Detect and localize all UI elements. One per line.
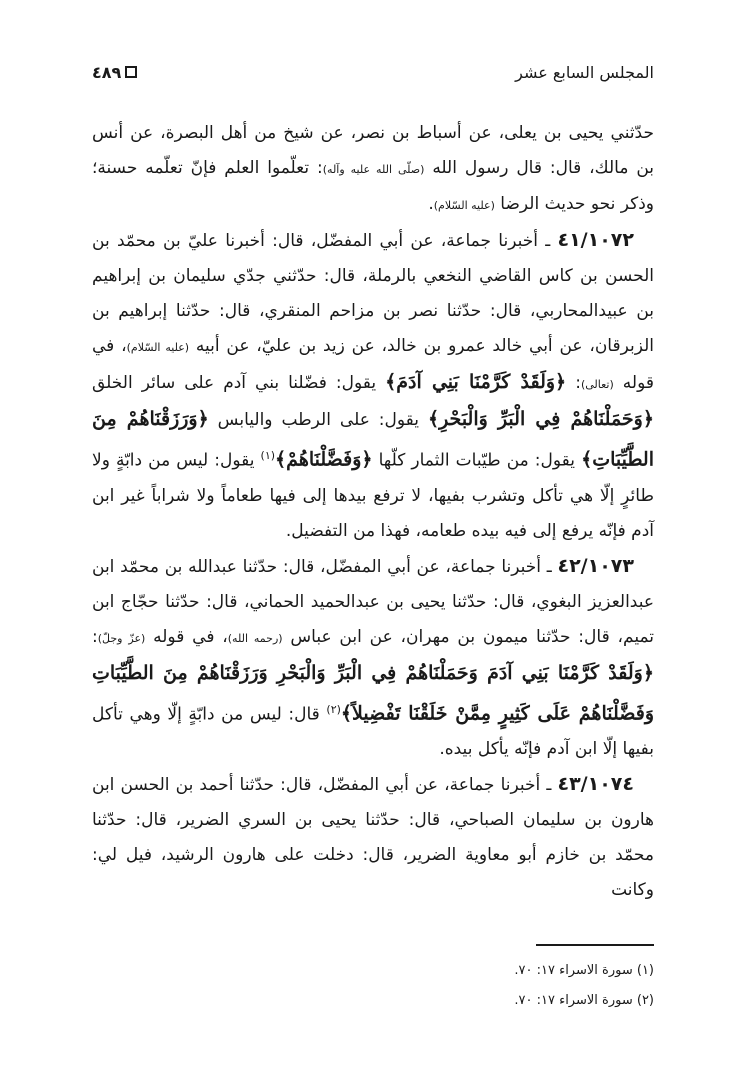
text-segment: ـ أخبرنا جماعة، عن أبي المفضّل، قال: أخبرنا عليّ بن محمّد بن الحسن بن كاس القاضي النخعي بالرملة، قال: حدّثني جدّي سليمان بن إبراهيم بن عبيدالمحاربي، قال: حدّثنا نصر بن مزاحم المنقري، قال: حدّثنا إبراهيم بن الزبرقان، عن أبي خالد عمرو بن خالد، عن زيد بن عليّ، عن أبيه	[92, 231, 655, 356]
chapter-title: المجلس السابع عشر	[515, 62, 654, 82]
footnotes	[254, 956, 654, 1016]
square-icon	[125, 66, 137, 78]
text-segment: :	[92, 626, 98, 647]
text-segment: ـ أخبرنا جماعة، عن أبي المفضّل، قال: حدّثنا أحمد بن الحسن ابن هارون بن سليمان الصباحي، قال: حدّثنا يحيى بن السري الضرير، قال: حدّثنا محمّد بن خازم أبو معاوية الضرير، قال: دخلت على هارون الرشيد، فيل لي: وكانت	[92, 775, 654, 901]
alayhi-formula: (عليه السّلام)	[126, 341, 190, 354]
text-segment: يقول: فضّلنا بني آدم على سائر الخلق	[92, 373, 386, 393]
page-number: ٤٨٩	[92, 62, 122, 82]
hadith-number: ٤٢/١٠٧٣	[557, 554, 634, 577]
footnote-2: (٢) سورة الاسراء ١٧: ٧٠.	[514, 993, 654, 1008]
hadith-1074	[92, 767, 654, 908]
text-segment: قال: ليس من دابّةٍ إلّا وهي تأكل بفيها إلّا ابن آدم فإنّه يأكل بيده.	[92, 704, 654, 760]
text-segment: :	[566, 373, 581, 393]
text-segment: يقول: ليس من دابّةٍ ولا طائرٍ إلّا هي تأكل وتشرب بفيها، لا ترفع بيدها إلى فيها طعاماً ولا شراباً غير ابن آدم فإنّه يرفع إلى فيه بيده طعامه، فهذا من التفضيل.	[92, 450, 654, 541]
main-text	[92, 116, 654, 908]
text-segment: يقول: من طيّبات الثمار كلّها	[372, 450, 582, 471]
footnote-ref[interactable]: (٢)	[326, 702, 341, 716]
quran-quote: ﴿وَرَزَقْنَاهُمْ مِنَ الطَّيِّبَاتِ﴾	[92, 408, 654, 471]
text-segment: .	[428, 194, 434, 214]
text-segment: : تعلّموا العلم فإنّ تعلّمه حسنة؛ وذكر نحو حديث الرضا	[92, 158, 654, 214]
page-number-group	[92, 63, 137, 82]
footnote-1: (١) سورة الاسراء ١٧: ٧٠.	[514, 963, 654, 978]
text-segment: ـ أخبرنا جماعة، عن أبي المفضّل، قال: حدّثنا عبدالله بن محمّد ابن عبدالعزيز البغوي، قال: حدّثنا يحيى بن عبدالحميد الحماني، قال: حدّثنا حجّاج ابن تميم، قال: حدّثنا ميمون بن مهران، عن ابن عباس	[92, 556, 655, 647]
quran-quote: ﴿وَلَقَدْ كَرَّمْنَا بَنِي آدَمَ وَحَمَلْنَاهُمْ فِي الْبَرِّ وَالْبَحْرِ وَرَزَقْنَاهُمْ مِنَ الطَّيِّبَاتِ وَفَضَّلْنَاهُمْ عَلَى كَثِيرٍ مِمَّنْ خَلَقْنَا تَفْضِيلاً﴾	[92, 661, 654, 725]
footnote-ref[interactable]: (١)	[260, 449, 276, 462]
page-header	[92, 58, 654, 86]
hadith-number: ٤٣/١٠٧٤	[557, 773, 634, 796]
quran-quote: ﴿وَفَضَّلْنَاهُمْ﴾	[275, 448, 373, 471]
hadith-1072	[92, 223, 654, 549]
rahimahu-formula: (رحمه الله)	[227, 631, 283, 645]
paragraph-intro	[92, 116, 654, 223]
quran-quote: ﴿وَحَمَلْنَاهُمْ فِي الْبَرِّ وَالْبَحْرِ﴾	[427, 408, 654, 430]
footnote-divider	[536, 944, 654, 946]
hadith-number: ٤١/١٠٧٢	[557, 229, 634, 251]
taala-formula: (تعالى)	[580, 378, 614, 391]
quran-quote: ﴿وَلَقَدْ كَرَّمْنَا بَنِي آدَمَ﴾	[385, 371, 567, 393]
text-segment: يقول: على الرطب واليابس	[208, 410, 428, 430]
text-segment: ، في قوله	[92, 336, 654, 393]
salawat-formula: (صلّى الله عليه وآله)	[322, 163, 425, 176]
hadith-1073	[92, 549, 654, 768]
azza-formula: (عزّ وجلّ)	[97, 631, 146, 645]
alayhi-formula: (عليه السّلام)	[433, 199, 495, 212]
text-segment: ، في قوله	[153, 626, 228, 647]
text-segment: حدّثني يحيى بن يعلى، عن أسباط بن نصر، عن شيخ من أهل البصرة، عن أنس بن مالك، قال: قال رسول الله	[92, 123, 654, 178]
